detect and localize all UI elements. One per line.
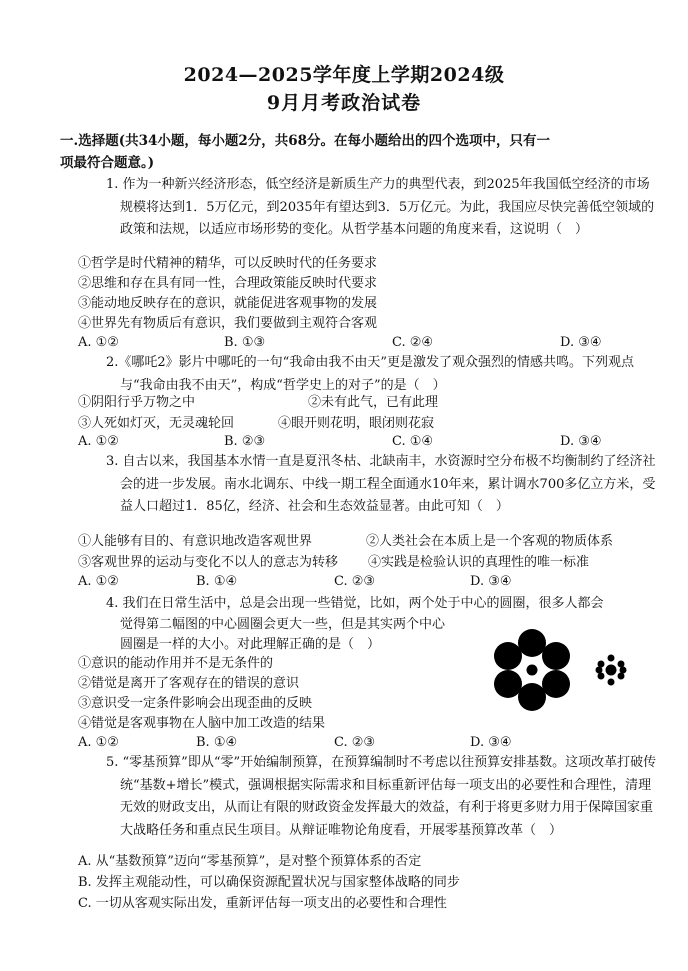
q1-choice-a[interactable]: A. ①② [78,335,119,350]
q2-choice-b[interactable]: B. ②③ [224,434,266,449]
q1-item-3: ③能动地反映存在的意识，就能促进客观事物的发展 [78,296,378,311]
q2-item-4: ④眼开则花明，眼闭则花寂 [278,416,435,431]
q4-stem-line1: 4. 我们在日常生活中，总是会出现一些错觉，比如，两个处于中心的圆圈，很多人都会 [106,596,604,611]
q1-choice-b[interactable]: B. ①③ [224,335,266,350]
q4-choice-a[interactable]: A. ①② [78,735,119,750]
q3-item-3: ③客观世界的运动与变化不以人的意志为转移 [78,555,339,570]
ebbinghaus-illusion-figure [480,620,640,720]
q3-stem: 3. 自古以来，我国基本水情一直是夏汛冬枯、北缺南丰，水资源时空分布极不均衡制约了经济社会的进一步发展。南水北调东、中线一期工程全面通水10年来，累计调水700多亿立方米，受益人口超过1．85亿，经济、社会和生态效益显著。由此可知（ ） [106,454,656,514]
q4-item-3: ③意识受一定条件影响会出现歪曲的反映 [78,696,313,711]
section-heading-line1: 一.选择题(共34小题，每小题2分，共68分。在每小题给出的四个选项中，只有一 [60,133,551,149]
q3-choice-b[interactable]: B. ①④ [196,574,238,589]
q2-item-3: ③人死如灯灭，无灵魂轮回 [78,416,235,431]
q3-item-4: ④实践是检验认识的真理性的唯一标准 [368,555,590,570]
q5-choice-c[interactable]: C. 一切从客观实际出发，重新评估每一项支出的必要性和合理性 [78,896,447,911]
q3-choice-c[interactable]: C. ②③ [334,574,376,589]
q2-choice-c[interactable]: C. ①④ [392,434,434,449]
section-heading-line2: 项最符合题意。) [60,155,155,171]
q5-choice-a[interactable]: A. 从“基数预算”迈向“零基预算”，是对整个预算体系的否定 [78,854,422,869]
q4-choice-b[interactable]: B. ①④ [196,735,238,750]
q1-item-4: ④世界先有物质后有意识，我们要做到主观符合客观 [78,316,378,331]
q5-stem: 5. “零基预算”即从“零”开始编制预算，在预算编制时不考虑以往预算安排基数。这项改革打破传统“基数+增长”模式，强调根据实际需求和目标重新评估每一项支出的必要性和合理性，清理无效的财政支出，从而让有限的财政资金发挥最大的效益，有利于将更多财力用于保障国家重大战略任务和重点民生项目。从辩证唯物论角度看，开展零基预算改革（ ） [106,755,657,838]
q1-item-2: ②思维和存在具有同一性，合理政策能反映时代要求 [78,276,378,291]
q2-choice-d[interactable]: D. ③④ [560,434,602,449]
q4-choice-c[interactable]: C. ②③ [334,735,376,750]
q4-item-2: ②错觉是离开了客观存在的错误的意识 [78,676,300,691]
exam-title-line1: 2024—2025学年度上学期2024级 [183,64,505,86]
q1-choice-d[interactable]: D. ③④ [560,335,602,350]
q2-stem: 2.《哪吒2》影片中哪吒的一句“我命由我不由天”更是激发了观众强烈的情感共鸣。下列观点与“我命由我不由天”，构成“哲学史上的对子”的是（ ） [106,355,634,393]
q3-item-2: ②人类社会在本质上是一个客观的物质体系 [366,534,614,549]
q4-item-4: ④错觉是客观事物在人脑中加工改造的结果 [78,716,326,731]
q4-choice-d[interactable]: D. ③④ [470,735,512,750]
q3-choice-a[interactable]: A. ①② [78,574,119,589]
q1-choice-c[interactable]: C. ②④ [392,335,434,350]
q3-item-1: ①人能够有目的、有意识地改造客观世界 [78,534,313,549]
exam-title-line2: 9月月考政治试卷 [266,92,422,114]
q2-item-1: ①阴阳行乎万物之中 [78,395,196,410]
large-surround-circles [494,629,570,711]
q3-choice-d[interactable]: D. ③④ [470,574,512,589]
q1-stem: 1. 作为一种新兴经济形态，低空经济是新质生产力的典型代表，到2025年我国低空经济的市场规模将达到1．5万亿元，到2035年有望达到3．5万亿元。为此，我国应尽快完善低空领域的政策和法规，以适应市场形势的变化。从哲学基本问题的角度来看，这说明（ ） [106,177,655,237]
small-surround-circles [596,655,627,686]
q5-choice-b[interactable]: B. 发挥主观能动性，可以确保资源配置状况与国家整体战略的同步 [78,875,460,890]
q2-choice-a[interactable]: A. ①② [78,434,119,449]
q4-item-1: ①意识的能动作用并不是无条件的 [78,656,274,671]
q4-stem-line2: 觉得第二幅图的中心圆圈会更大一些，但是其实两个中心 [120,617,446,632]
q4-stem-line3: 圆圈是一样的大小。对此理解正确的是（ ） [120,637,381,652]
q2-item-2: ②未有此气，已有此理 [308,395,439,410]
q1-item-1: ①哲学是时代精神的精华，可以反映时代的任务要求 [78,256,378,271]
